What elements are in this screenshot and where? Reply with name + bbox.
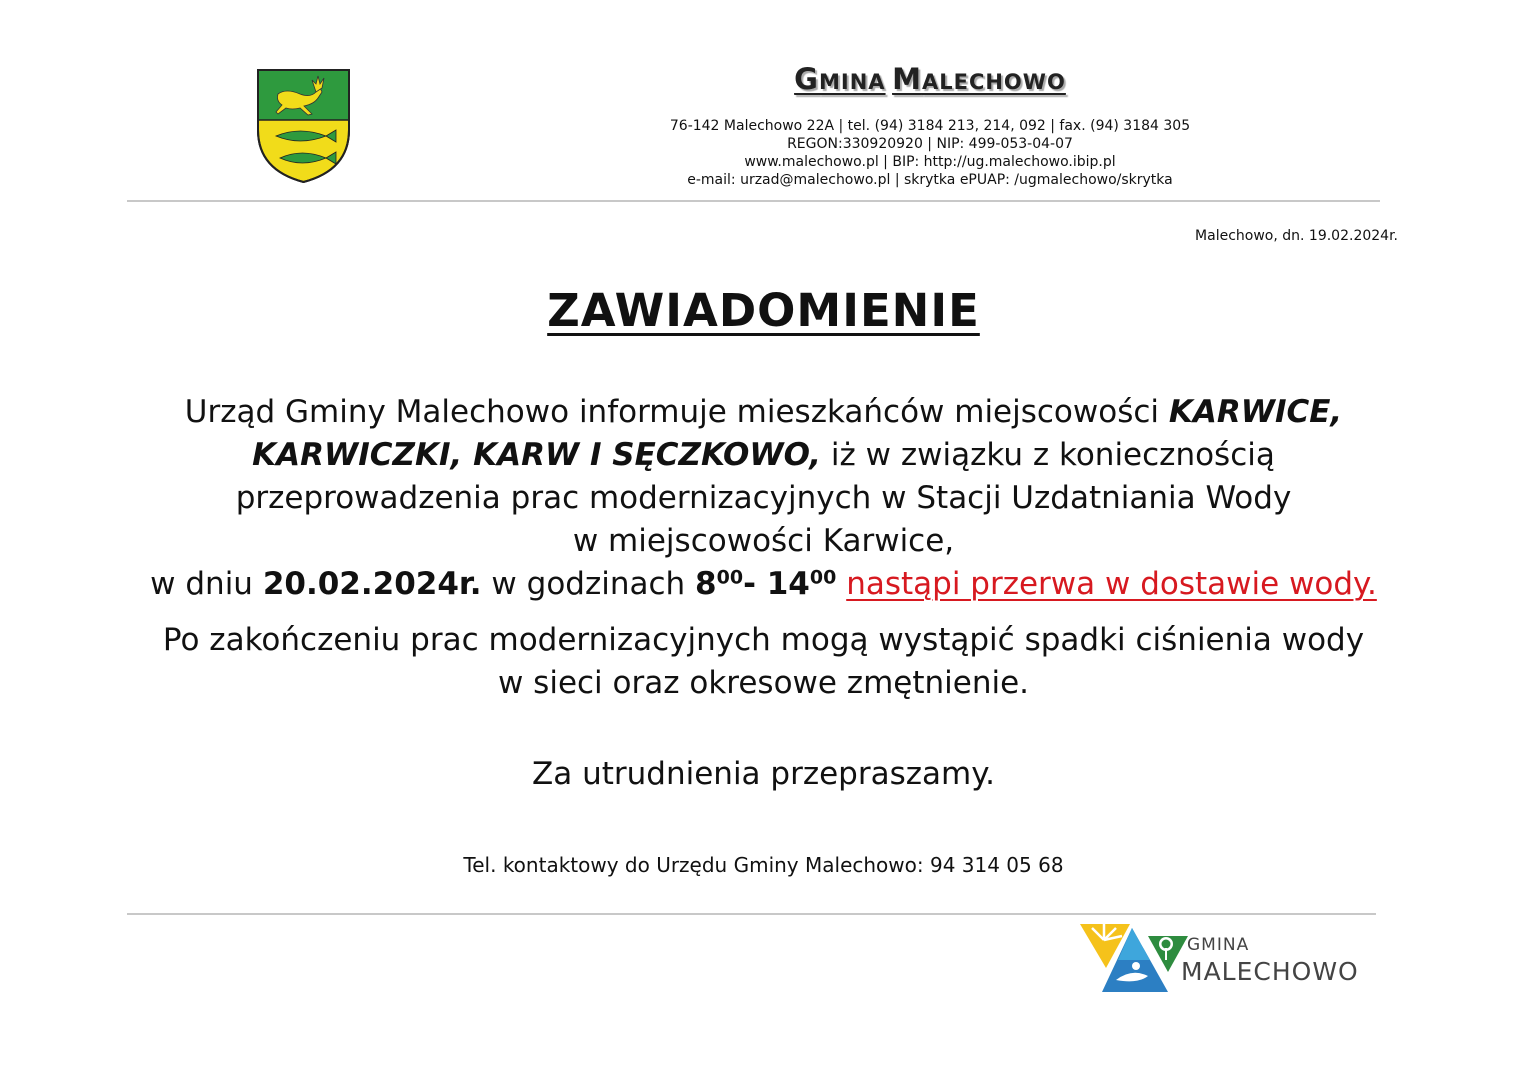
footer-logo-line1: GMINA [1187, 935, 1250, 955]
org-name-heading: GMINA MALECHOWO [794, 62, 1066, 96]
contact-block [480, 117, 1380, 189]
address-line: 76-142 Malechowo 22A | tel. (94) 3184 213, 214, 092 | fax. (94) 3184 305 [669, 118, 1191, 134]
gmina-malechowo-logo [1078, 918, 1190, 996]
coat-of-arms-logo [256, 68, 351, 184]
apology-text: Za utrudnienia przepraszamy. [532, 756, 995, 792]
places-b: KARWICZKI, KARW I SĘCZKOWO, [252, 437, 822, 473]
web-line: www.malechowo.pl | BIP: http://ug.malechowo.ibip.pl [744, 154, 1116, 170]
email-line: e-mail: urzad@malechowo.pl | skrytka ePUAP: /ugmalechowo/skrytka [687, 172, 1173, 188]
header-divider [127, 200, 1380, 202]
regon-line: REGON:330920920 | NIP: 499-053-04-07 [787, 136, 1073, 152]
footer-divider [127, 913, 1376, 915]
footer-logo-line2: MALECHOWO [1181, 957, 1359, 986]
outage-date: 20.02.2024r. [262, 566, 482, 602]
notice-paragraph-1: Urząd Gminy Malechowo informuje mieszkańców miejscowości KARWICE, KARWICZKI, KARW I SĘCZKOWO, iż w związku z koniecznością przeprowadzenia prac modernizacyjnych w Stacji Uzdatniania Wody w miejscowości Karwice, w dniu 20.02.2024r. w godzinach $8^{00}-$ $14^{00}$ nastąpi przerwa w dostawie wody. [150, 394, 1377, 602]
notice-body [120, 391, 1407, 796]
document-title: ZAWIADOMIENIE [547, 284, 980, 337]
outage-notice: nastąpi przerwa w dostawie wody. [846, 566, 1377, 602]
places-a: KARWICE, [1168, 394, 1343, 430]
notice-paragraph-2: Po zakończeniu prac modernizacyjnych mogą wystąpić spadki ciśnienia wody w sieci oraz okresowe zmętnienie. [162, 622, 1365, 701]
contact-phone: Tel. kontaktowy do Urzędu Gminy Malechowo: 94 314 05 68 [463, 853, 1064, 877]
document-date: Malechowo, dn. 19.02.2024r. [1195, 228, 1398, 244]
outage-hours: $8^{00}-$ $14^{00}$ [695, 566, 837, 602]
